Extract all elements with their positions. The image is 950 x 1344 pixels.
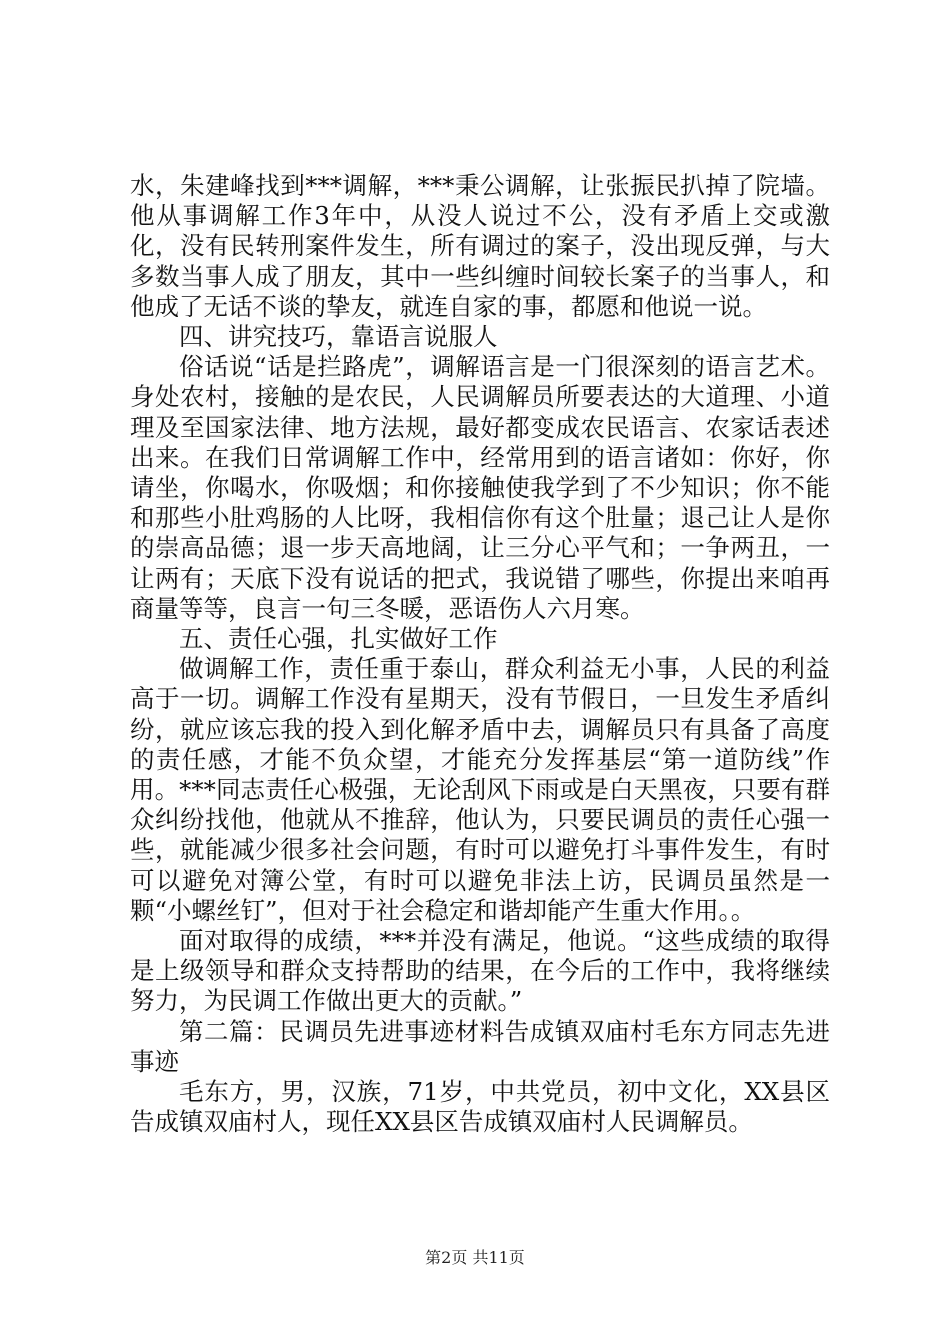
section-heading-five: 五、责任心强，扎实做好工作 — [179, 624, 498, 654]
paragraph-continuation: 水，朱建峰找到***调解，***秉公调解，让张振民扒掉了院墙。他从事调解工作3年中，从没人说过不公，没有矛盾上交或激化，没有民转刑案件发生，所有调过的案子，没出现反弹，与大多数当事人成了朋友，其中一些纠缠时间较长案子的当事人，和他成了无话不谈的挚友，就连自家的事，都愿和他说一说。 — [130, 171, 830, 321]
page-footer: 第2页 共11页 — [425, 1248, 525, 1267]
document-body — [130, 171, 830, 1138]
section-heading-four: 四、讲究技巧，靠语言说服人 — [179, 322, 498, 352]
paragraph-language-skills: 俗话说“话是拦路虎”，调解语言是一门很深刻的语言艺术。身处农村，接触的是农民，人民调解员所要表达的大道理、小道理及至国家法律、地方法规，最好都变成农民语言、农家话表述出来。在我们日常调解工作中，经常用到的语言诸如：你好，你请坐，你喝水，你吸烟；和你接触使我学到了不少知识；你不能和那些小肚鸡肠的人比呀，我相信你有这个肚量；退己让人是你的崇高品德；退一步天高地阔，让三分心平气和；一争两丑，一让两有；天底下没有说话的把式，我说错了哪些，你提出来咱再商量等等，良言一句三冬暖，恶语伤人六月寒。 — [130, 352, 830, 623]
part-two-title: 第二篇：民调员先进事迹材料告成镇双庙村毛东方同志先进事迹 — [130, 1016, 830, 1076]
paragraph-achievement: 面对取得的成绩，***并没有满足，他说。“这些成绩的取得是上级领导和群众支持帮助的结果，在今后的工作中，我将继续努力，为民调工作做出更大的贡献。” — [130, 926, 830, 1016]
paragraph-responsibility: 做调解工作，责任重于泰山，群众利益无小事，人民的利益高于一切。调解工作没有星期天，没有节假日，一旦发生矛盾纠纷，就应该忘我的投入到化解矛盾中去，调解员只有具备了高度的责任感，才能不负众望，才能充分发挥基层“第一道防线”作用。***同志责任心极强，无论刮风下雨或是白天黑夜，只要有群众纠纷找他，他就从不推辞，他认为，只要民调员的责任心强一些，就能减少很多社会问题，有时可以避免打斗事件发生，有时可以避免对簿公堂，有时可以避免非法上访，民调员虽然是一颗“小螺丝钉”，但对于社会稳定和谐却能产生重大作用。。 — [130, 654, 830, 925]
paragraph-profile: 毛东方，男，汉族，71岁，中共党员，初中文化，XX县区告成镇双庙村人，现任XX县区告成镇双庙村人民调解员。 — [130, 1077, 830, 1137]
